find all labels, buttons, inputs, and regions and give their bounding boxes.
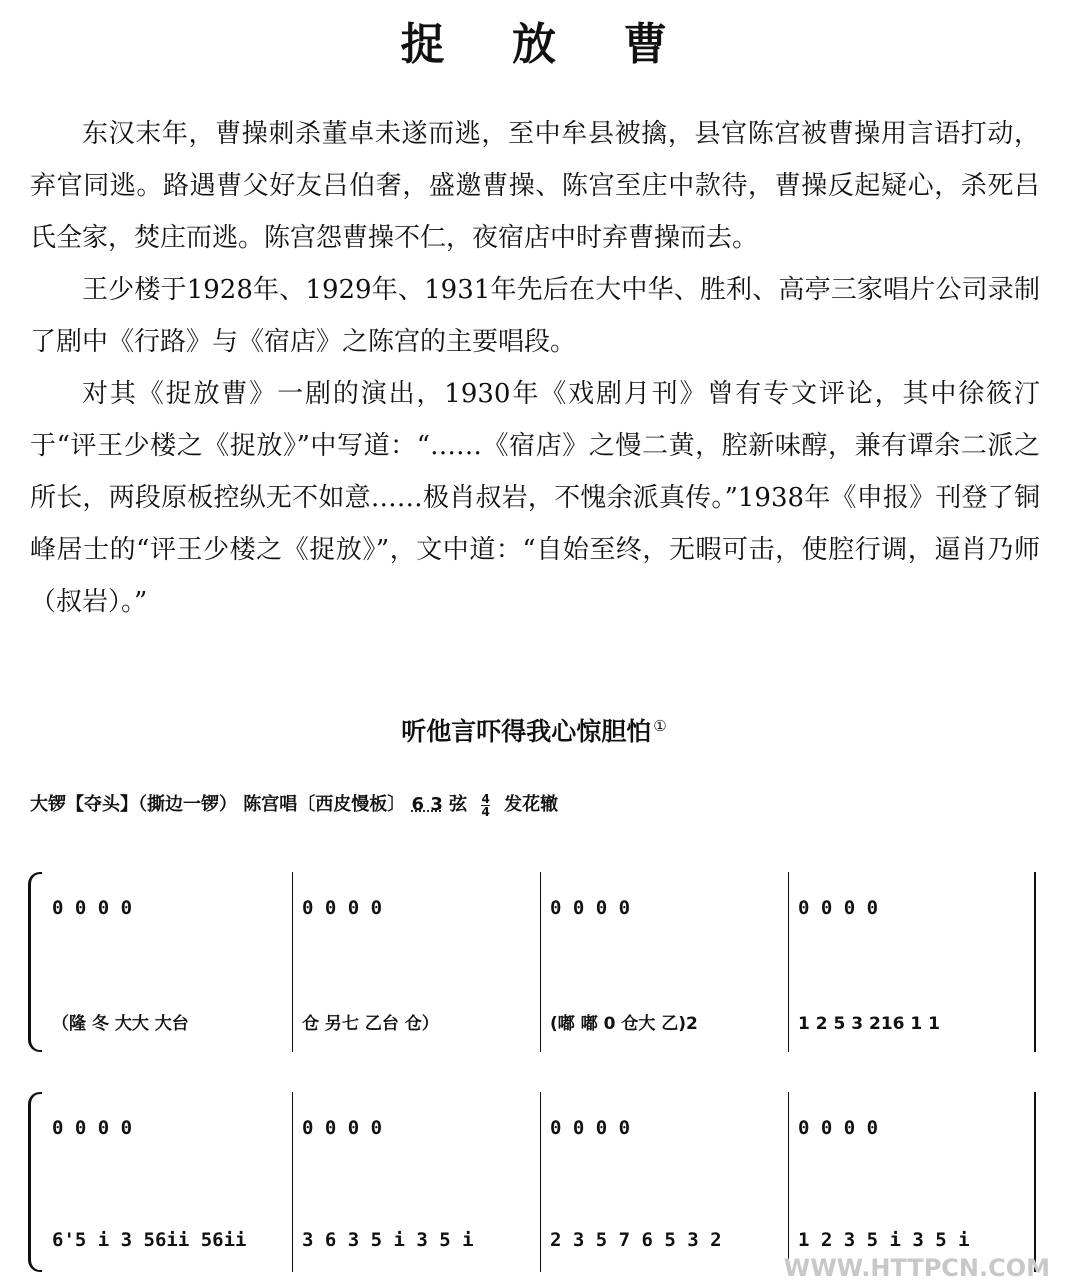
watermark: WWW.HTTPCN.COM <box>783 1254 1050 1282</box>
key-signature: 6 3 <box>411 794 443 815</box>
measure: （隆 冬 大大 大台 <box>52 1014 189 1034</box>
measure: 0 0 0 0 <box>302 897 383 919</box>
intro-paragraph: 对其《捉放曹》一剧的演出，1930年《戏剧月刊》曾有专文评论，其中徐筱汀于“评王少楼之《捉放》”中写道：“……《宿店》之慢二黄，腔新味醇，兼有谭余二派之所长，两段原板控纵无不如意……极肖叔岩，不愧余派真传。”1938年《申报》刊登了铜峰居士的“评王少楼之《捉放》”，文中道：“自始至终，无暇可击，使腔行调，逼肖乃师（叔岩）。” <box>30 379 1040 617</box>
time-signature <box>481 793 489 818</box>
measure: 0 0 0 0 <box>52 897 133 919</box>
measure: (嘟 嘟 0 仓大 乙)2 <box>550 1014 698 1034</box>
staff-brace <box>28 1092 42 1272</box>
measure: 0 0 0 0 <box>798 1117 879 1139</box>
measure: 0 0 0 0 <box>550 1117 631 1139</box>
page-title: 捉 放 曹 <box>400 19 694 70</box>
song-title-text: 听他言吓得我心惊胆怕 <box>401 717 652 746</box>
measure: 3 6 3 5 i 3 5 i <box>302 1229 474 1251</box>
info-suffix: 发花辙 <box>504 794 559 815</box>
measure: 1 2 3 5 i 3 5 i <box>798 1229 970 1251</box>
measure: 0 0 0 0 <box>52 1117 133 1139</box>
time-numerator: 4 <box>481 791 490 806</box>
song-info <box>30 790 1040 818</box>
measure: 仓 另七 乙台 仓） <box>302 1014 439 1034</box>
key-suffix: 弦 <box>449 794 468 815</box>
staff-system <box>28 872 1040 1052</box>
intro-paragraph: 王少楼于1928年、1929年、1931年先后在大中华、胜利、高亭三家唱片公司录制了剧中《行路》与《宿店》之陈宫的主要唱段。 <box>30 275 1040 357</box>
staff-system <box>28 1092 1040 1272</box>
vocal-row <box>52 1108 1040 1148</box>
measure: 0 0 0 0 <box>798 897 879 919</box>
vocal-row <box>52 888 1040 928</box>
measure: 6'5 i 3 56ii 56ii <box>52 1229 247 1251</box>
staff-brace <box>28 872 42 1052</box>
intro-text <box>30 108 1040 628</box>
measure: 1 2 5 3 216 1 1 <box>798 1014 940 1034</box>
accompaniment-row <box>52 1004 1040 1044</box>
info-prefix: 大锣【夺头】（撕边一锣） 陈宫唱〔西皮慢板〕 <box>30 794 406 815</box>
footnote-mark: ① <box>653 716 667 735</box>
measure: 2 3 5 7 6 5 3 2 <box>550 1229 722 1251</box>
intro-paragraph: 东汉末年，曹操刺杀董卓未遂而逃，至中牟县被擒，县官陈宫被曹操用言语打动，弃官同逃。路遇曹父好友吕伯奢，盛邀曹操、陈宫至庄中款待，曹操反起疑心，杀死吕氏全家，焚庄而逃。陈宫怨曹操不仁，夜宿店中时弃曹操而去。 <box>30 119 1040 253</box>
measure: 0 0 0 0 <box>302 1117 383 1139</box>
measure: 0 0 0 0 <box>550 897 631 919</box>
song-title <box>0 712 1068 748</box>
time-denominator: 4 <box>481 804 490 819</box>
